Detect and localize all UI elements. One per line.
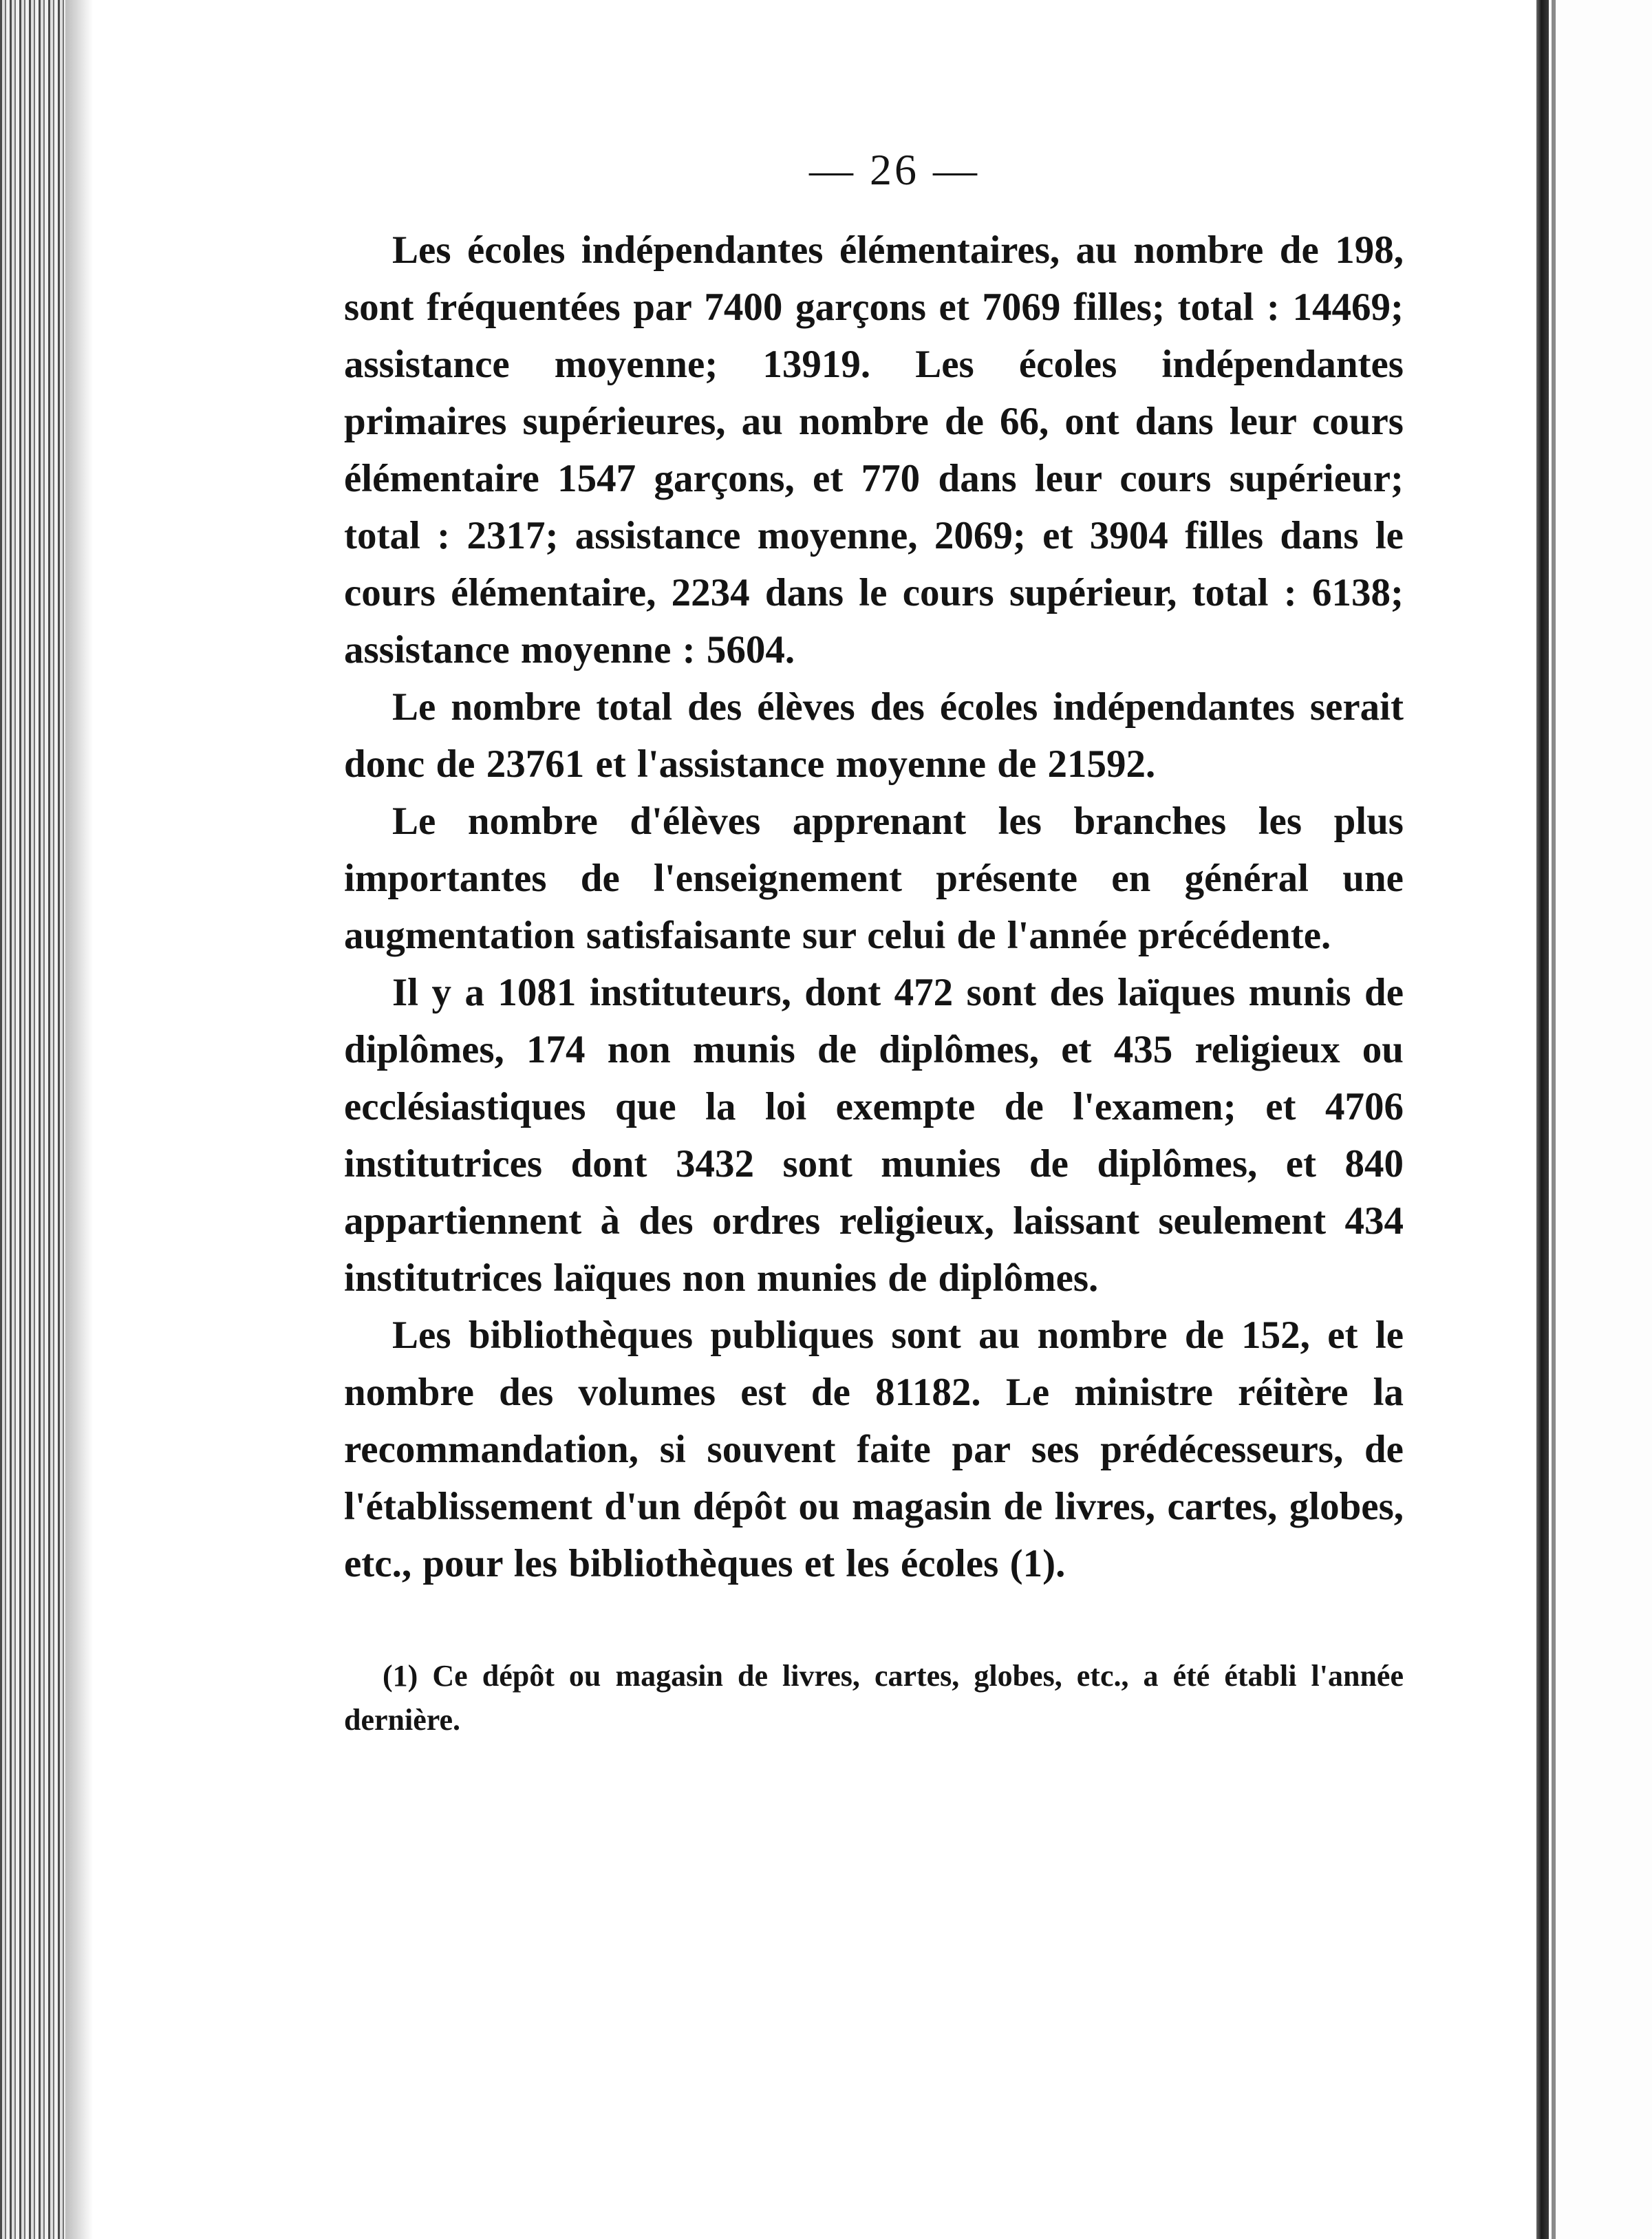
page-number: — 26 — — [809, 145, 980, 194]
binding-line — [1536, 0, 1549, 2239]
paragraph-independent-schools: Les écoles indépendantes élémentaires, au nombre de 198, sont fréquentées par 7400 garçons et 7069 filles; total : 14469; assistance moyenne; 13919. Les écoles indépendantes primaires supérieures, au nombre de 66, ont dans leur cours élémentaire 1547 garçons, et 770 dans leur cours supérieur; total : 2317; assistance moyenne, 2069; et 3904 filles dans le cours élémentaire, 2234 dans le cours supérieur, total : 6138; assistance moyenne : 5604. — [344, 228, 1404, 672]
binding-line-secondary — [1552, 0, 1556, 2239]
footnote: (1) Ce dépôt ou magasin de livres, cartes, globes, etc., a été établi l'année dernière. — [344, 1659, 1404, 1737]
paragraph-libraries: Les bibliothèques publiques sont au nombre de 152, et le nombre des volumes est de 81182. Le ministre réitère la recommandation, si souvent faite par ses prédécesseurs, de l'établissement d'un dépôt ou magasin de livres, cartes, globes, etc., pour les bibliothèques et les écoles (1). — [344, 1314, 1404, 1585]
paragraph-total-pupils: Le nombre total des élèves des écoles indépendantes serait donc de 23761 et l'assistance moyenne de 21592. — [344, 685, 1404, 786]
paragraph-subjects: Le nombre d'élèves apprenant les branches les plus importantes de l'enseignement présente en général une augmentation satisfaisante sur celui de l'année précédente. — [344, 800, 1404, 957]
page-shadow-left — [65, 0, 93, 2239]
paragraph-teachers: Il y a 1081 instituteurs, dont 472 sont des laïques munis de diplômes, 174 non munis de diplômes, et 435 religieux ou ecclésiastiques que la loi exempte de l'examen; et 4706 institutrices dont 3432 sont munies de diplômes, et 840 appartiennent à des ordres religieux, laissant seulement 434 institutrices laïques non munies de diplômes. — [344, 971, 1404, 1300]
page-content — [344, 144, 1404, 1742]
book-page-edge-left — [0, 0, 76, 2239]
footnote-spacer — [344, 1592, 1404, 1654]
